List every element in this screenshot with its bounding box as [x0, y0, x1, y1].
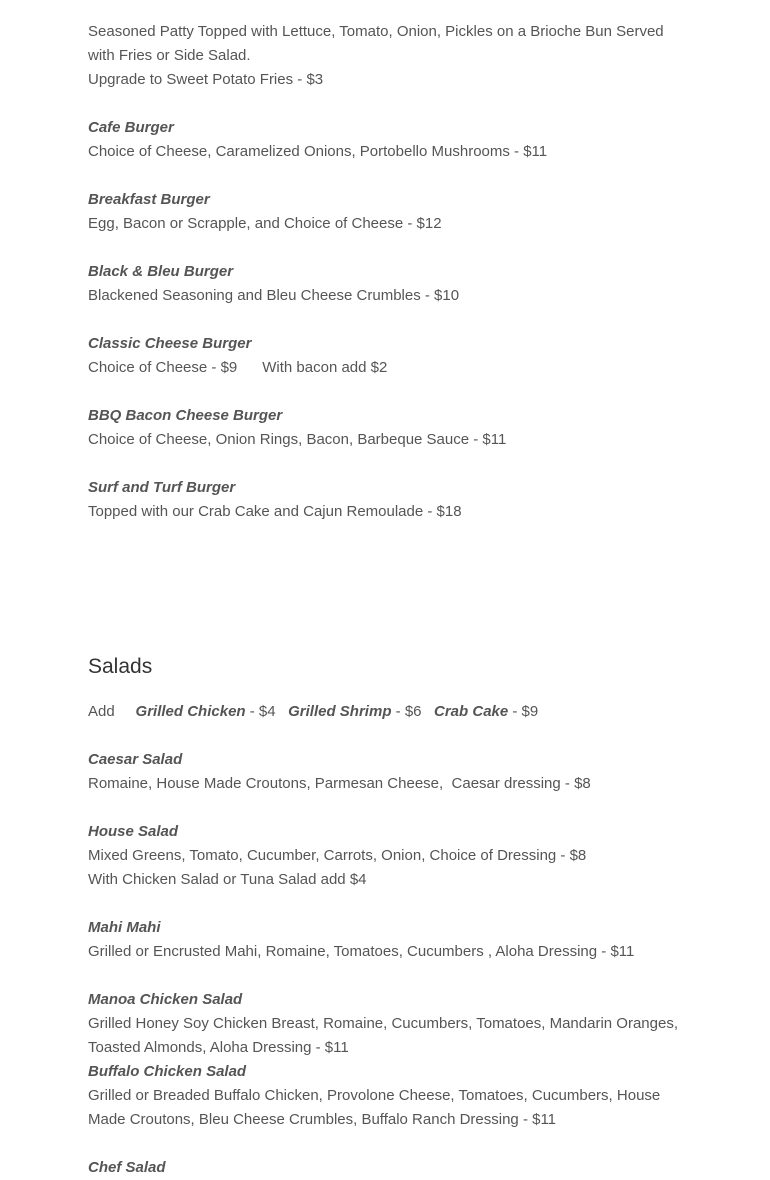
burger-name: Breakfast Burger	[88, 191, 210, 208]
burger-desc: Blackened Seasoning and Bleu Cheese Crumbles - $10	[88, 287, 460, 304]
burger-desc: Choice of Cheese, Onion Rings, Bacon, Barbeque Sauce - $11	[88, 431, 507, 448]
addon-name: Grilled Shrimp	[288, 703, 392, 720]
burgers-upgrade: Upgrade to Sweet Potato Fries - $3	[88, 71, 324, 88]
burger-desc: Egg, Bacon or Scrapple, and Choice of Cheese - $12	[88, 215, 442, 232]
addon-name: Crab Cake	[434, 703, 509, 720]
addons-prefix: Add	[88, 703, 115, 720]
salad-name: Caesar Salad	[88, 751, 183, 768]
addon-price: - $9	[508, 703, 539, 720]
salad-desc: Grilled or Breaded Buffalo Chicken, Provolone Cheese, Tomatoes, Cucumbers, House Made Croutons, Bleu Cheese Crumbles, Buffalo Ranch Dressing - $11	[88, 1087, 665, 1128]
addon-name: Grilled Chicken	[135, 703, 246, 720]
salad-desc: Grilled or Encrusted Mahi, Romaine, Tomatoes, Cucumbers , Aloha Dressing - $11	[88, 943, 635, 960]
burger-name: Cafe Burger	[88, 119, 174, 136]
salad-desc: Mixed Greens, Tomato, Cucumber, Carrots, Onion, Choice of Dressing - $8	[88, 847, 587, 864]
salad-name: Mahi Mahi	[88, 919, 161, 936]
burger-desc: Topped with our Crab Cake and Cajun Remoulade - $18	[88, 503, 462, 520]
salad-extra: With Chicken Salad or Tuna Salad add $4	[88, 871, 367, 888]
salad-desc: Grilled Honey Soy Chicken Breast, Romaine, Cucumbers, Tomatoes, Mandarin Oranges, Toasted Almonds, Aloha Dressing - $11	[88, 1015, 682, 1056]
burgers-intro: Seasoned Patty Topped with Lettuce, Tomato, Onion, Pickles on a Brioche Bun Served with Fries or Side Salad.	[88, 23, 668, 64]
menu-content	[88, 20, 688, 1180]
burger-name: Black & Bleu Burger	[88, 263, 234, 280]
addon-price: - $4	[245, 703, 276, 720]
addon-price: - $6	[391, 703, 422, 720]
salad-desc: Romaine, House Made Croutons, Parmesan Cheese, Caesar dressing - $8	[88, 775, 591, 792]
burger-desc: Choice of Cheese, Caramelized Onions, Portobello Mushrooms - $11	[88, 143, 548, 160]
burger-desc: Choice of Cheese - $9 With bacon add $2	[88, 359, 388, 376]
burger-name: BBQ Bacon Cheese Burger	[88, 407, 283, 424]
burger-name: Classic Cheese Burger	[88, 335, 252, 352]
salads-heading: Salads	[88, 655, 153, 678]
burger-name: Surf and Turf Burger	[88, 479, 236, 496]
salad-name: Chef Salad	[88, 1159, 166, 1176]
salad-name: Buffalo Chicken Salad	[88, 1063, 247, 1080]
salad-addons	[88, 700, 688, 724]
salad-name: Manoa Chicken Salad	[88, 991, 243, 1008]
salad-name: House Salad	[88, 823, 179, 840]
